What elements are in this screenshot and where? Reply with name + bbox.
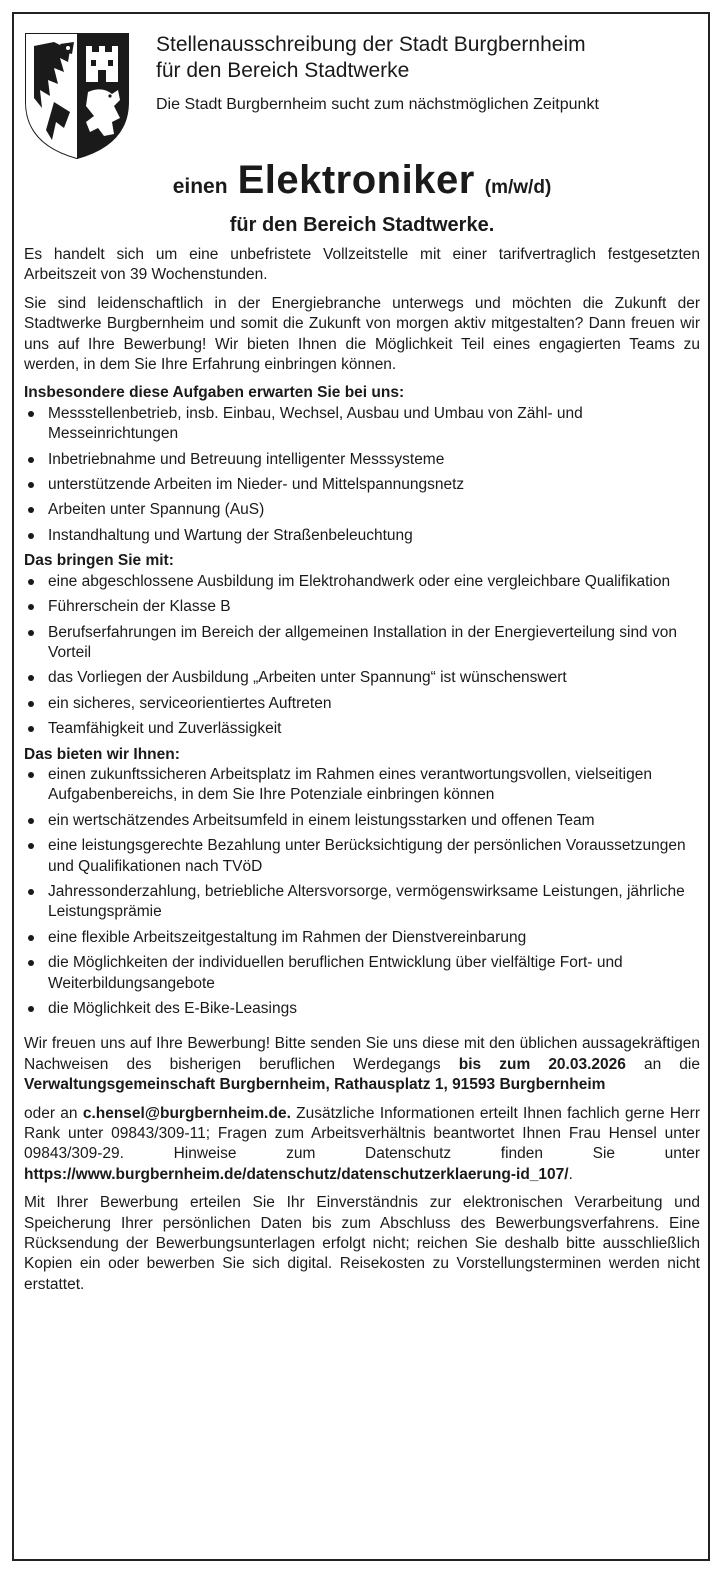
contact-paragraph: oder an c.hensel@burgbernheim.de. Zusätzliche Informationen erteilt Ihnen fachlich gerne Herr Rank unter 09843/309-11; Fragen zum Arbeitsverhältnis beantwortet Ihnen Frau Hensel unter 09843/309-29. Hinweise zum Datenschutz finden Sie unter https://www.burgbernheim.de/datenschutz/datenschutzerklaerung-id_107/.: [24, 1104, 700, 1183]
application-address: Verwaltungsgemeinschaft Burgbernheim, Rathausplatz 1, 91593 Burgbernheim: [24, 1076, 606, 1094]
closing-paragraph: Mit Ihrer Bewerbung erteilen Sie Ihr Einverständnis zur elektronischen Verarbeitung und Speicherung Ihrer persönlichen Daten bis zum Abschluss des Bewerbungsverfahrens. Eine Rücksendung der Bewerbungsunterlagen erfolgt nicht; reichen Sie deshalb bitte ausschließlich Kopien ein oder bewerben Sie sich digital. Reisekosten zu Vorstellungsterminen werden nicht erstattet.: [24, 1194, 700, 1293]
bullet-icon: [28, 630, 34, 636]
header-title-line2: für den Bereich Stadtwerke: [156, 59, 410, 82]
list-item: Inbetriebnahme und Betreuung intelligenter Messsysteme: [24, 450, 700, 470]
bullet-icon: [28, 772, 34, 778]
intro-paragraph: Es handelt sich um eine unbefristete Vollzeitstelle mit einer tarifvertraglich festgesetzten Arbeitszeit von 39 Wochenstunden.: [24, 246, 700, 284]
bullet-icon: [28, 457, 34, 463]
requirements-list: [24, 572, 700, 740]
contact-email-link[interactable]: c.hensel@burgbernheim.de.: [82, 1104, 291, 1122]
benefits-list: [24, 765, 700, 1019]
list-item: unterstützende Arbeiten im Nieder- und Mittelspannungsnetz: [24, 475, 700, 495]
list-item: eine flexible Arbeitszeitgestaltung im Rahmen der Dienstvereinbarung: [24, 928, 700, 948]
coat-of-arms-icon: [24, 32, 130, 160]
bullet-icon: [28, 579, 34, 585]
section-heading: Das bringen Sie mit:: [24, 552, 174, 570]
intro-paragraph: Sie sind leidenschaftlich in der Energiebranche unterwegs und möchten die Zukunft der Stadtwerke Burgbernheim und somit die Zukunft von morgen aktiv mitgestalten? Dann freuen wir uns auf Ihre Bewerbung! Wir bieten Ihnen die Möglichkeit Teil eines engagierten Teams zu werden, in dem Sie Ihre Erfahrung einbringen können.: [24, 294, 700, 374]
application-deadline: bis zum 20.03.2026: [458, 1055, 626, 1073]
bullet-icon: [28, 960, 34, 966]
job-subtitle: für den Bereich Stadtwerke.: [229, 214, 495, 236]
list-item: Arbeiten unter Spannung (AuS): [24, 500, 700, 520]
list-item: Messstellenbetrieb, insb. Einbau, Wechsel, Ausbau und Umbau von Zähl- und Messeinrichtungen: [24, 404, 700, 445]
job-prefix: einen: [172, 175, 228, 198]
header-subtitle: Die Stadt Burgbernheim sucht zum nächstmöglichen Zeitpunkt: [156, 96, 599, 113]
bullet-icon: [28, 604, 34, 610]
bullet-icon: [28, 701, 34, 707]
list-item: die Möglichkeit des E-Bike-Leasings: [24, 999, 700, 1019]
header-title-line1: Stellenausschreibung der Stadt Burgbernheim: [156, 33, 586, 56]
bullet-icon: [28, 482, 34, 488]
job-title: Elektroniker: [237, 158, 475, 202]
list-item: das Vorliegen der Ausbildung „Arbeiten unter Spannung“ ist wünschenswert: [24, 668, 700, 688]
bullet-icon: [28, 533, 34, 539]
bullet-icon: [28, 675, 34, 681]
list-item: Berufserfahrungen im Bereich der allgemeinen Installation in der Energieverteilung sind von Vorteil: [24, 623, 700, 664]
list-item: Jahressonderzahlung, betriebliche Altersvorsorge, vermögenswirksame Leistungen, jährliche Leistungsprämie: [24, 882, 700, 923]
header: [24, 28, 700, 158]
list-item: ein wertschätzendes Arbeitsumfeld in einem leistungsstarken und offenen Team: [24, 811, 700, 831]
list-item: Führerschein der Klasse B: [24, 597, 700, 617]
bullet-icon: [28, 411, 34, 417]
bullet-icon: [28, 1006, 34, 1012]
bullet-icon: [28, 889, 34, 895]
bullet-icon: [28, 726, 34, 732]
bullet-icon: [28, 507, 34, 513]
bullet-icon: [28, 843, 34, 849]
section-heading: Insbesondere diese Aufgaben erwarten Sie bei uns:: [24, 384, 405, 402]
privacy-policy-link[interactable]: https://www.burgbernheim.de/datenschutz/datenschutzerklaerung-id_107/: [24, 1165, 569, 1183]
list-item: die Möglichkeiten der individuellen beruflichen Entwicklung über vielfältige Fort- und Weiterbildungsangebote: [24, 953, 700, 994]
header-text: [156, 32, 696, 116]
list-item: eine abgeschlossene Ausbildung im Elektrohandwerk oder eine vergleichbare Qualifikation: [24, 572, 700, 592]
bullet-icon: [28, 818, 34, 824]
task-list: [24, 404, 700, 546]
bullet-icon: [28, 935, 34, 941]
job-ad: [24, 28, 700, 1303]
list-item: ein sicheres, serviceorientiertes Auftreten: [24, 694, 700, 714]
section-heading: Das bieten wir Ihnen:: [24, 745, 180, 763]
list-item: Teamfähigkeit und Zuverlässigkeit: [24, 719, 700, 739]
list-item: eine leistungsgerechte Bezahlung unter Berücksichtigung der persönlichen Voraussetzungen und Qualifikationen nach TVöD: [24, 836, 700, 877]
list-item: Instandhaltung und Wartung der Straßenbeleuchtung: [24, 526, 700, 546]
list-item: einen zukunftssicheren Arbeitsplatz im Rahmen eines verantwortungsvollen, vielseitigen Aufgabenbereichs, in dem Sie Ihre Potenziale einbringen können: [24, 765, 700, 806]
application-paragraph: Wir freuen uns auf Ihre Bewerbung! Bitte senden Sie uns diese mit den üblichen aussagekräftigen Nachweisen des bisherigen beruflichen Werdegangs bis zum 20.03.2026 an die Verwaltungsgemeinschaft Burgbernheim, Rathausplatz 1, 91593 Burgbernheim: [24, 1035, 700, 1094]
job-suffix: (m/w/d): [484, 177, 552, 198]
job-title-line: [24, 158, 700, 212]
